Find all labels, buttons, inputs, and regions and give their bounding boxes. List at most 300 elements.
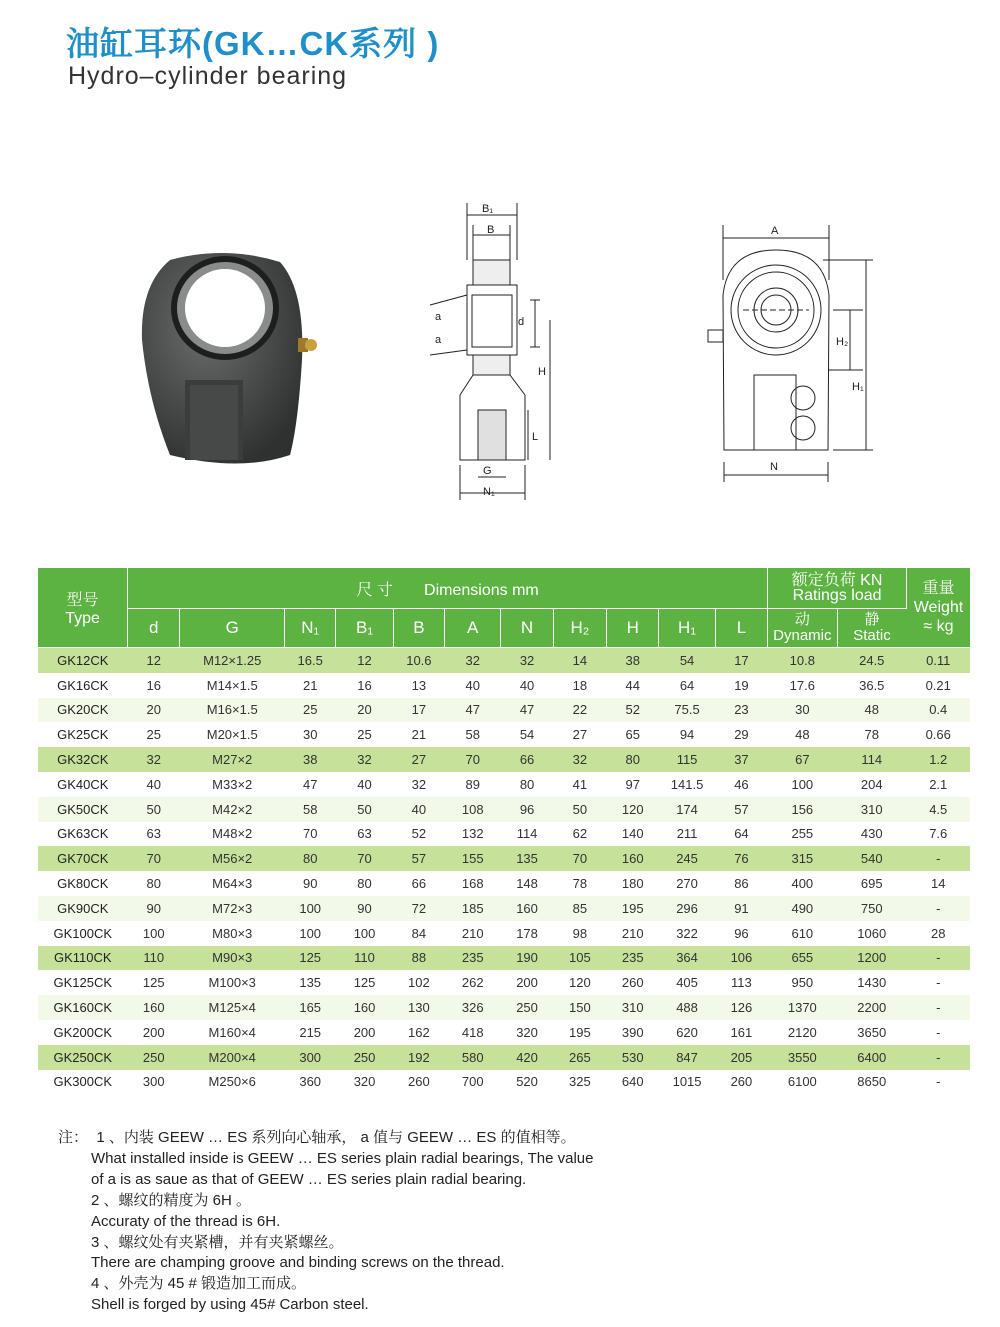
- page-title-en: Hydro–cylinder bearing: [68, 62, 348, 90]
- col-d: d: [128, 609, 180, 648]
- header-type-en: Type: [65, 610, 100, 627]
- table-cell: 67: [768, 747, 837, 772]
- table-cell: 17: [393, 698, 444, 723]
- table-cell: 98: [553, 921, 606, 946]
- table-cell: 1370: [768, 995, 837, 1020]
- table-cell: 70: [445, 747, 501, 772]
- table-cell: 84: [393, 921, 444, 946]
- table-cell: 168: [445, 871, 501, 896]
- table-cell: 120: [553, 970, 606, 995]
- header-type-cn: 型号: [66, 592, 99, 609]
- table-cell: 115: [659, 747, 715, 772]
- table-cell: 32: [445, 648, 501, 673]
- table-cell: 78: [837, 722, 906, 747]
- note-2-cn: 2 、螺纹的精度为 6H 。: [91, 1191, 252, 1209]
- table-cell: 70: [553, 846, 606, 871]
- table-cell: 32: [393, 772, 444, 797]
- table-cell: 110: [336, 946, 393, 971]
- table-cell: 165: [285, 995, 336, 1020]
- table-cell: 65: [607, 722, 659, 747]
- table-cell: 125: [285, 946, 336, 971]
- table-cell: 161: [715, 1020, 767, 1045]
- table-cell: 106: [715, 946, 767, 971]
- table-cell: 76: [715, 846, 767, 871]
- table-cell: 530: [607, 1045, 659, 1070]
- label-A: A: [771, 225, 779, 237]
- table-cell: 102: [393, 970, 444, 995]
- table-cell: M12×1.25: [180, 648, 285, 673]
- table-cell: 46: [715, 772, 767, 797]
- table-cell: 100: [285, 896, 336, 921]
- page-title-cn: 油缸耳环(GK…CK系列 ): [66, 25, 440, 62]
- table-cell: -: [906, 1020, 970, 1045]
- table-cell: 80: [607, 747, 659, 772]
- table-cell: 245: [659, 846, 715, 871]
- table-cell: -: [906, 1045, 970, 1070]
- table-cell: 50: [128, 797, 180, 822]
- table-cell: 156: [768, 797, 837, 822]
- col-H: H: [607, 609, 659, 648]
- notes: [58, 1128, 593, 1316]
- table-cell: 1060: [837, 921, 906, 946]
- header-dim-en: Dimensions mm: [424, 581, 539, 599]
- table-cell: 2120: [768, 1020, 837, 1045]
- table-cell: 94: [659, 722, 715, 747]
- table-cell: 125: [128, 970, 180, 995]
- cell-type: GK200CK: [38, 1020, 128, 1045]
- note-3-cn: 3 、螺纹处有夹紧槽，并有夹紧螺丝。: [91, 1233, 344, 1251]
- table-cell: 110: [128, 946, 180, 971]
- table-cell: 160: [607, 846, 659, 871]
- table-cell: 418: [445, 1020, 501, 1045]
- table-cell: 27: [553, 722, 606, 747]
- col-static: [837, 609, 906, 648]
- table-cell: 66: [501, 747, 553, 772]
- table-row: [38, 772, 970, 797]
- table-cell: 52: [393, 822, 444, 847]
- note-3-en: There are champing groove and binding screws on the thread.: [91, 1254, 505, 1272]
- col-dynamic: [768, 609, 837, 648]
- table-cell: M16×1.5: [180, 698, 285, 723]
- col-B1: B₁: [336, 609, 393, 648]
- label-B: B: [487, 224, 495, 236]
- table-cell: 96: [715, 921, 767, 946]
- table-cell: 120: [607, 797, 659, 822]
- header-weight-en: Weight: [913, 599, 964, 616]
- table-cell: 235: [445, 946, 501, 971]
- table-cell: 2.1: [906, 772, 970, 797]
- table-cell: 320: [501, 1020, 553, 1045]
- table-cell: 100: [336, 921, 393, 946]
- table-cell: 48: [768, 722, 837, 747]
- table-cell: 580: [445, 1045, 501, 1070]
- front-view-drawing: [688, 220, 873, 485]
- table-cell: 57: [393, 846, 444, 871]
- table-cell: 265: [553, 1045, 606, 1070]
- label-N1: N₁: [483, 486, 495, 498]
- table-cell: 97: [607, 772, 659, 797]
- table-row: [38, 1020, 970, 1045]
- table-cell: 30: [285, 722, 336, 747]
- table-cell: M200×4: [180, 1045, 285, 1070]
- table-cell: M14×1.5: [180, 673, 285, 698]
- table-cell: 0.66: [906, 722, 970, 747]
- table-cell: 32: [336, 747, 393, 772]
- table-cell: 100: [285, 921, 336, 946]
- table-cell: 150: [553, 995, 606, 1020]
- table-cell: 44: [607, 673, 659, 698]
- table-cell: 22: [553, 698, 606, 723]
- cell-type: GK110CK: [38, 946, 128, 971]
- table-cell: 640: [607, 1070, 659, 1095]
- note-4-cn: 4 、外壳为 45 # 锻造加工而成。: [91, 1275, 307, 1293]
- table-cell: 108: [445, 797, 501, 822]
- table-row: [38, 921, 970, 946]
- table-cell: 430: [837, 822, 906, 847]
- label-H2: H₂: [836, 336, 849, 348]
- table-cell: 91: [715, 896, 767, 921]
- cell-type: GK25CK: [38, 722, 128, 747]
- table-cell: 80: [128, 871, 180, 896]
- cell-type: GK300CK: [38, 1070, 128, 1095]
- table-cell: 47: [445, 698, 501, 723]
- col-A: A: [445, 609, 501, 648]
- table-cell: 155: [445, 846, 501, 871]
- table-cell: 37: [715, 747, 767, 772]
- table-row: [38, 846, 970, 871]
- header-dimensions: [128, 568, 768, 609]
- label-H: H: [538, 366, 546, 378]
- label-d: d: [518, 316, 525, 328]
- table-cell: 200: [128, 1020, 180, 1045]
- table-cell: M56×2: [180, 846, 285, 871]
- table-cell: 3550: [768, 1045, 837, 1070]
- table-cell: 10.6: [393, 648, 444, 673]
- table-cell: 255: [768, 822, 837, 847]
- table-cell: 20: [128, 698, 180, 723]
- table-cell: 105: [553, 946, 606, 971]
- col-G: G: [180, 609, 285, 648]
- table-row: [38, 722, 970, 747]
- header-weight-cn: 重量: [922, 580, 955, 597]
- table-cell: 38: [285, 747, 336, 772]
- table-cell: 141.5: [659, 772, 715, 797]
- table-cell: 195: [607, 896, 659, 921]
- table-cell: 700: [445, 1070, 501, 1095]
- table-cell: 63: [336, 822, 393, 847]
- table-cell: 160: [501, 896, 553, 921]
- table-cell: 125: [336, 970, 393, 995]
- table-cell: 38: [607, 648, 659, 673]
- col-dynamic-cn: 动: [794, 611, 810, 628]
- table-cell: 25: [285, 698, 336, 723]
- table-cell: 390: [607, 1020, 659, 1045]
- header-weight: [906, 568, 970, 648]
- table-row: [38, 797, 970, 822]
- table-cell: 113: [715, 970, 767, 995]
- table-cell: 405: [659, 970, 715, 995]
- table-row: [38, 871, 970, 896]
- table-row: [38, 822, 970, 847]
- table-cell: -: [906, 846, 970, 871]
- table-row: [38, 648, 970, 673]
- table-cell: 250: [501, 995, 553, 1020]
- col-static-cn: 静: [864, 611, 880, 628]
- table-cell: 25: [336, 722, 393, 747]
- cell-type: GK20CK: [38, 698, 128, 723]
- label-B1: B₁: [482, 203, 494, 215]
- table-cell: 326: [445, 995, 501, 1020]
- table-cell: M90×3: [180, 946, 285, 971]
- table-cell: 132: [445, 822, 501, 847]
- table-cell: 58: [285, 797, 336, 822]
- table-cell: 322: [659, 921, 715, 946]
- table-cell: 32: [128, 747, 180, 772]
- table-cell: 16: [336, 673, 393, 698]
- table-cell: 7.6: [906, 822, 970, 847]
- note-2-en: Accuraty of the thread is 6H.: [91, 1212, 281, 1230]
- table-cell: 30: [768, 698, 837, 723]
- table-cell: 48: [837, 698, 906, 723]
- table-cell: 78: [553, 871, 606, 896]
- table-cell: 12: [128, 648, 180, 673]
- table-cell: 80: [501, 772, 553, 797]
- table-cell: 10.8: [768, 648, 837, 673]
- label-H1: H₁: [852, 381, 864, 393]
- table-cell: 32: [553, 747, 606, 772]
- cell-type: GK250CK: [38, 1045, 128, 1070]
- col-N: N: [501, 609, 553, 648]
- table-cell: -: [906, 1070, 970, 1095]
- label-G: G: [483, 465, 492, 477]
- table-cell: 100: [768, 772, 837, 797]
- cell-type: GK12CK: [38, 648, 128, 673]
- table-cell: 160: [128, 995, 180, 1020]
- table-cell: 13: [393, 673, 444, 698]
- table-cell: 300: [285, 1045, 336, 1070]
- table-cell: M64×3: [180, 871, 285, 896]
- table-cell: 1430: [837, 970, 906, 995]
- table-cell: 21: [393, 722, 444, 747]
- table-cell: 135: [285, 970, 336, 995]
- table-cell: 296: [659, 896, 715, 921]
- table-cell: 58: [445, 722, 501, 747]
- table-row: [38, 896, 970, 921]
- header-type: [38, 568, 128, 648]
- table-cell: 20: [336, 698, 393, 723]
- table-cell: 32: [501, 648, 553, 673]
- table-cell: 488: [659, 995, 715, 1020]
- table-cell: 62: [553, 822, 606, 847]
- table-cell: 325: [553, 1070, 606, 1095]
- table-cell: -: [906, 995, 970, 1020]
- table-cell: 185: [445, 896, 501, 921]
- table-cell: 12: [336, 648, 393, 673]
- table-cell: 162: [393, 1020, 444, 1045]
- table-cell: 16: [128, 673, 180, 698]
- table-cell: 195: [553, 1020, 606, 1045]
- table-cell: 2200: [837, 995, 906, 1020]
- table-row: [38, 970, 970, 995]
- table-cell: 64: [715, 822, 767, 847]
- cell-type: GK16CK: [38, 673, 128, 698]
- table-cell: M20×1.5: [180, 722, 285, 747]
- table-cell: 360: [285, 1070, 336, 1095]
- col-H1: H₁: [659, 609, 715, 648]
- table-cell: 205: [715, 1045, 767, 1070]
- cell-type: GK40CK: [38, 772, 128, 797]
- table-cell: 310: [607, 995, 659, 1020]
- table-cell: 210: [445, 921, 501, 946]
- table-cell: 36.5: [837, 673, 906, 698]
- table-row: [38, 673, 970, 698]
- note-4-en: Shell is forged by using 45# Carbon steel.: [91, 1296, 369, 1314]
- table-cell: 0.4: [906, 698, 970, 723]
- table-cell: 66: [393, 871, 444, 896]
- header-ratings-load: [768, 568, 907, 609]
- table-row: [38, 747, 970, 772]
- table-cell: 54: [501, 722, 553, 747]
- spec-table: [38, 568, 970, 1094]
- table-cell: 28: [906, 921, 970, 946]
- table-cell: 300: [128, 1070, 180, 1095]
- col-static-en: Static: [853, 627, 891, 644]
- table-cell: 235: [607, 946, 659, 971]
- table-cell: 520: [501, 1070, 553, 1095]
- header-load-cn: 额定负荷 KN: [791, 572, 883, 589]
- header-weight-unit: ≈ kg: [923, 618, 954, 635]
- table-cell: 16.5: [285, 648, 336, 673]
- table-cell: -: [906, 970, 970, 995]
- table-cell: 695: [837, 871, 906, 896]
- table-cell: 18: [553, 673, 606, 698]
- table-cell: 847: [659, 1045, 715, 1070]
- table-cell: 19: [715, 673, 767, 698]
- table-cell: 262: [445, 970, 501, 995]
- table-cell: 75.5: [659, 698, 715, 723]
- table-cell: M125×4: [180, 995, 285, 1020]
- table-cell: M160×4: [180, 1020, 285, 1045]
- notes-prefix: 注：: [58, 1129, 89, 1146]
- col-H2: H₂: [553, 609, 606, 648]
- table-cell: 130: [393, 995, 444, 1020]
- table-row: [38, 946, 970, 971]
- table-cell: 80: [285, 846, 336, 871]
- table-cell: 135: [501, 846, 553, 871]
- table-cell: 3650: [837, 1020, 906, 1045]
- table-cell: 47: [501, 698, 553, 723]
- cell-type: GK63CK: [38, 822, 128, 847]
- table-cell: 126: [715, 995, 767, 1020]
- table-cell: M72×3: [180, 896, 285, 921]
- table-cell: 200: [501, 970, 553, 995]
- table-cell: 420: [501, 1045, 553, 1070]
- table-cell: 80: [336, 871, 393, 896]
- table-cell: 260: [393, 1070, 444, 1095]
- note-1-en-1: What installed inside is GEEW … ES series plain radial bearings, The value: [91, 1149, 594, 1167]
- table-cell: M48×2: [180, 822, 285, 847]
- cell-type: GK80CK: [38, 871, 128, 896]
- table-cell: 50: [553, 797, 606, 822]
- table-cell: 400: [768, 871, 837, 896]
- header-dim-cn: 尺 寸: [356, 581, 393, 599]
- header-load-en: Ratings load: [792, 587, 882, 604]
- table-row: [38, 1070, 970, 1095]
- table-cell: 6100: [768, 1070, 837, 1095]
- table-cell: 364: [659, 946, 715, 971]
- table-cell: 47: [285, 772, 336, 797]
- table-cell: 270: [659, 871, 715, 896]
- table-cell: 215: [285, 1020, 336, 1045]
- cell-type: GK90CK: [38, 896, 128, 921]
- table-cell: 192: [393, 1045, 444, 1070]
- cell-type: GK32CK: [38, 747, 128, 772]
- table-cell: 950: [768, 970, 837, 995]
- table-cell: 40: [501, 673, 553, 698]
- table-cell: 148: [501, 871, 553, 896]
- table-cell: -: [906, 896, 970, 921]
- table-cell: 23: [715, 698, 767, 723]
- table-cell: 90: [336, 896, 393, 921]
- table-row: [38, 698, 970, 723]
- table-cell: 114: [837, 747, 906, 772]
- table-cell: 1015: [659, 1070, 715, 1095]
- table-cell: 17.6: [768, 673, 837, 698]
- label-a-2: a: [435, 334, 442, 346]
- table-cell: 204: [837, 772, 906, 797]
- table-cell: 178: [501, 921, 553, 946]
- cell-type: GK50CK: [38, 797, 128, 822]
- table-cell: 100: [128, 921, 180, 946]
- table-cell: M100×3: [180, 970, 285, 995]
- table-cell: 1200: [837, 946, 906, 971]
- table-cell: 160: [336, 995, 393, 1020]
- table-cell: 180: [607, 871, 659, 896]
- table-cell: 310: [837, 797, 906, 822]
- table-cell: 620: [659, 1020, 715, 1045]
- table-cell: 17: [715, 648, 767, 673]
- cell-type: GK70CK: [38, 846, 128, 871]
- table-cell: 655: [768, 946, 837, 971]
- cell-type: GK125CK: [38, 970, 128, 995]
- label-a-1: a: [435, 311, 442, 323]
- table-cell: 41: [553, 772, 606, 797]
- table-cell: 40: [445, 673, 501, 698]
- table-cell: 190: [501, 946, 553, 971]
- table-cell: 4.5: [906, 797, 970, 822]
- label-N: N: [770, 461, 778, 473]
- table-cell: 70: [336, 846, 393, 871]
- table-row: [38, 1045, 970, 1070]
- table-row: [38, 995, 970, 1020]
- table-cell: M80×3: [180, 921, 285, 946]
- table-cell: 64: [659, 673, 715, 698]
- table-cell: 211: [659, 822, 715, 847]
- table-cell: 174: [659, 797, 715, 822]
- table-cell: 750: [837, 896, 906, 921]
- table-cell: 21: [285, 673, 336, 698]
- table-cell: 0.21: [906, 673, 970, 698]
- table-cell: 14: [906, 871, 970, 896]
- table-cell: -: [906, 946, 970, 971]
- table-cell: 260: [715, 1070, 767, 1095]
- table-cell: 320: [336, 1070, 393, 1095]
- note-1-en-2: of a is as saue as that of GEEW … ES series plain radial bearing.: [91, 1170, 527, 1188]
- cell-type: GK160CK: [38, 995, 128, 1020]
- table-cell: 8650: [837, 1070, 906, 1095]
- table-cell: 1.2: [906, 747, 970, 772]
- table-cell: 89: [445, 772, 501, 797]
